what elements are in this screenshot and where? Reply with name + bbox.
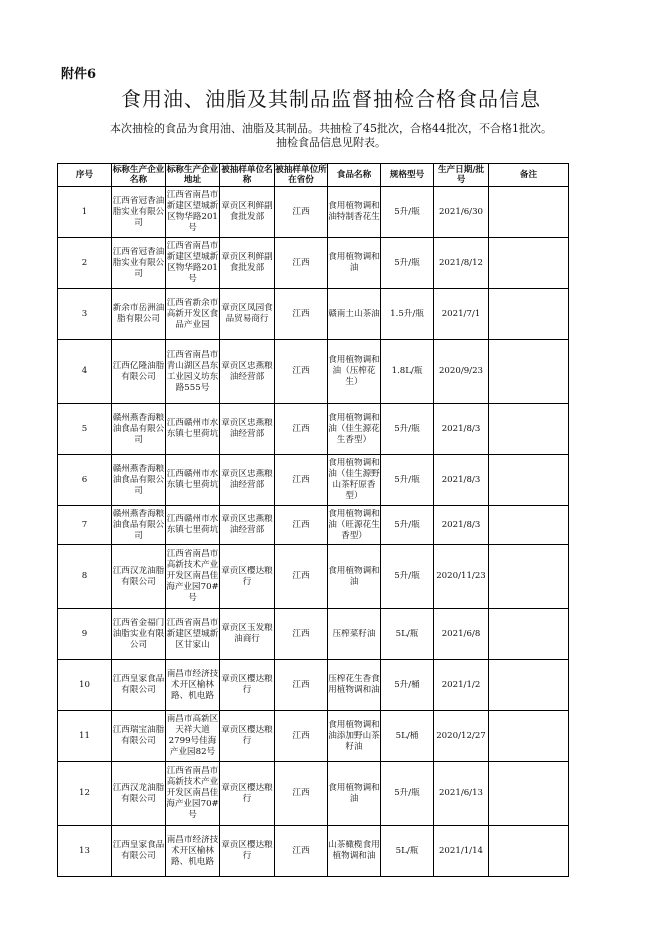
table-cell	[275, 826, 328, 877]
cell-text: 江西	[292, 474, 310, 485]
table-cell	[166, 455, 220, 506]
cell-text: 2020/9/23	[438, 366, 484, 376]
description	[0, 122, 662, 150]
table-cell	[220, 340, 275, 404]
table-cell	[275, 711, 328, 762]
description-line-1: 本次抽检的食品为食用油、油脂及其制品。共抽检了45批次，合格44批次，不合格1批次。	[110, 122, 552, 135]
cell-text: 江西	[292, 206, 310, 217]
cell-text: 章贡区忠燕粮油经营部	[221, 418, 273, 439]
table-cell	[381, 289, 434, 340]
header-cell: 规格型号	[381, 164, 434, 187]
table-cell	[328, 404, 381, 455]
table-cell	[112, 404, 166, 455]
cell-text: 章贡区樱达粮行	[221, 725, 273, 746]
table-row	[58, 506, 569, 545]
table-cell	[220, 545, 275, 609]
cell-text: 食用植物调和油（压榨花生）	[328, 355, 380, 387]
table-cell	[58, 340, 112, 404]
table-row	[58, 238, 569, 289]
table-cell	[275, 340, 328, 404]
table-cell	[220, 187, 275, 238]
table-cell	[220, 826, 275, 877]
table-cell	[489, 609, 569, 660]
table-row	[58, 660, 569, 711]
cell-text: 南昌市经济技术开区榆林路、机电路	[166, 668, 219, 701]
cell-text: 2021/6/13	[438, 788, 484, 798]
cell-text: 新余市岳洲油脂有限公司	[112, 303, 165, 324]
table-cell	[434, 404, 489, 455]
cell-text: 压榨菜籽油	[332, 628, 376, 639]
table-row	[58, 762, 569, 826]
table-cell	[489, 238, 569, 289]
table-cell	[166, 506, 220, 545]
cell-text: 章贡区樱达粮行	[221, 565, 273, 587]
header-cell: 食品名称	[328, 164, 381, 187]
cell-text: 章贡区利鲜副食批发部	[221, 252, 273, 273]
table-cell	[112, 455, 166, 506]
table-cell	[112, 340, 166, 404]
cell-text: 江西赣州市水东镇七里荷坑	[166, 418, 219, 439]
cell-text: 5升/桶	[394, 679, 420, 690]
cell-text: 3	[81, 308, 88, 319]
table-cell	[58, 660, 112, 711]
table-cell	[58, 187, 112, 238]
table-cell	[381, 404, 434, 455]
cell-text: 江西	[292, 519, 310, 530]
header-cell: 标称生产企业地址	[166, 165, 219, 185]
table-cell	[275, 289, 328, 340]
cell-text: 章贡区樱达粮行	[221, 674, 273, 695]
table-cell	[112, 762, 166, 826]
table-cell	[166, 404, 220, 455]
cell-text: 2020/12/27	[436, 730, 486, 741]
table-cell	[489, 289, 569, 340]
cell-text: 赣州燕香海粮油食品有限公司	[112, 412, 165, 445]
table-cell	[275, 545, 328, 609]
cell-text: 2021/8/12	[438, 257, 484, 268]
table-cell	[58, 289, 112, 340]
cell-text: 2021/6/30	[438, 206, 484, 217]
cell-text: 江西	[292, 730, 310, 741]
cell-text: 南昌市经济技术开区榆林路、机电路	[166, 834, 219, 867]
table-cell	[434, 289, 489, 340]
table-cell	[58, 455, 112, 506]
cell-text: 江西	[292, 628, 310, 639]
table-cell	[58, 762, 112, 826]
table-cell	[328, 609, 381, 660]
cell-text: 1.8L/瓶	[391, 366, 423, 376]
cell-text: 江西赣州市水东镇七里荷坑	[166, 469, 219, 490]
table-cell	[275, 404, 328, 455]
table-cell	[220, 711, 275, 762]
table-cell	[434, 711, 489, 762]
table-cell	[434, 826, 489, 877]
header-cell: 标称生产企业名称	[112, 165, 165, 185]
table-cell	[112, 609, 166, 660]
cell-text: 食用植物调和油（旺源花生香型）	[328, 508, 380, 541]
table-cell	[328, 545, 381, 609]
table-cell	[220, 238, 275, 289]
table-cell	[166, 711, 220, 762]
table-row	[58, 455, 569, 506]
table-cell	[328, 762, 381, 826]
cell-text: 赣南土山茶油	[328, 308, 380, 319]
table-cell	[328, 711, 381, 762]
cell-text: 1.5升/瓶	[390, 308, 424, 319]
table-cell	[166, 340, 220, 404]
cell-text: 章贡区樱达粮行	[221, 840, 273, 861]
cell-text: 5升/瓶	[394, 257, 420, 268]
cell-text: 江西汉龙油脂有限公司	[112, 565, 165, 587]
cell-text: 2021/1/2	[441, 679, 481, 690]
description-line-2: 抽检食品信息见附表。	[276, 136, 386, 149]
table-cell	[381, 762, 434, 826]
cell-text: 南昌市高新区天祥大道2799号佳海产业园82号	[166, 714, 219, 757]
table-cell	[275, 609, 328, 660]
cell-text: 5升/瓶	[394, 571, 420, 581]
page-title: 食用油、油脂及其制品监督抽检合格食品信息	[121, 87, 541, 111]
cell-text: 9	[81, 628, 88, 639]
cell-text: 江西	[292, 571, 310, 581]
cell-text: 1	[81, 206, 88, 217]
cell-text: 章贡区玉发粮油商行	[221, 623, 273, 644]
cell-text: 江西瑞宝油脂有限公司	[112, 725, 165, 746]
table-cell	[58, 609, 112, 660]
table-cell	[489, 660, 569, 711]
table-cell	[381, 187, 434, 238]
table-cell	[275, 762, 328, 826]
table-cell	[381, 545, 434, 609]
cell-text: 章贡区凤园食品贸易商行	[221, 303, 273, 324]
cell-text: 章贡区忠燕粮油经营部	[221, 469, 273, 490]
table-cell	[434, 340, 489, 404]
table-cell	[220, 660, 275, 711]
header-cell: 备注	[489, 164, 569, 187]
table-cell	[434, 506, 489, 545]
table-cell	[58, 826, 112, 877]
table-cell	[275, 455, 328, 506]
table-cell	[328, 660, 381, 711]
table-cell	[489, 404, 569, 455]
table-cell	[434, 187, 489, 238]
table-row	[58, 545, 569, 609]
cell-text: 11	[79, 730, 90, 741]
table-cell	[220, 404, 275, 455]
cell-text: 江西省金福门油脂实业有限公司	[112, 617, 165, 650]
cell-text: 山茶橄榄食用植物调和油	[328, 840, 380, 861]
table-cell	[112, 506, 166, 545]
table-cell	[328, 238, 381, 289]
cell-text: 2	[81, 257, 88, 268]
cell-text: 江西省冠香油脂实业有限公司	[112, 195, 165, 228]
table-cell	[220, 506, 275, 545]
cell-text: 7	[81, 519, 88, 530]
table-cell	[489, 711, 569, 762]
table-cell	[434, 762, 489, 826]
cell-text: 赣州燕香海粮油食品有限公司	[112, 508, 165, 541]
table-cell	[58, 506, 112, 545]
cell-text: 2021/1/14	[438, 845, 484, 856]
table-cell	[166, 609, 220, 660]
inspection-table	[57, 163, 569, 877]
cell-text: 江西	[292, 845, 310, 856]
table-cell	[489, 506, 569, 545]
table-cell	[328, 506, 381, 545]
table-cell	[381, 455, 434, 506]
cell-text: 13	[79, 845, 90, 856]
table-row	[58, 340, 569, 404]
table-cell	[220, 762, 275, 826]
table-cell	[112, 545, 166, 609]
table-row	[58, 826, 569, 877]
cell-text: 江西赣州市水东镇七里荷坑	[166, 514, 219, 535]
cell-text: 江西省南昌市新建区望城新区物华路201号	[166, 190, 219, 233]
table-row	[58, 404, 569, 455]
table-cell	[166, 762, 220, 826]
table-row	[58, 187, 569, 238]
table-cell	[381, 826, 434, 877]
table-cell	[328, 187, 381, 238]
attachment-label: 附件6	[61, 67, 97, 82]
cell-text: 12	[79, 788, 90, 798]
table-cell	[112, 826, 166, 877]
header-cell: 被抽样单位所在省份	[275, 165, 327, 185]
cell-text: 江西皇家食品有限公司	[112, 674, 165, 695]
cell-text: 2021/6/8	[441, 628, 481, 639]
cell-text: 2021/8/3	[441, 423, 481, 434]
table-cell	[434, 660, 489, 711]
table-cell	[112, 711, 166, 762]
cell-text: 2020/11/23	[436, 571, 486, 581]
table-header-row	[58, 164, 569, 187]
cell-text: 5升/瓶	[394, 474, 420, 485]
cell-text: 5升/瓶	[394, 423, 420, 434]
cell-text: 江西	[292, 308, 310, 319]
table-cell	[381, 340, 434, 404]
cell-text: 5升/瓶	[394, 788, 420, 798]
table-cell	[275, 187, 328, 238]
table-cell	[58, 711, 112, 762]
table-cell	[112, 289, 166, 340]
cell-text: 江西省新余市高新开发区食品产业园	[166, 297, 219, 330]
table-cell	[434, 545, 489, 609]
table-cell	[328, 826, 381, 877]
cell-text: 江西	[292, 366, 310, 376]
header-cell: 生产日期/批号	[434, 164, 489, 187]
table-cell	[275, 506, 328, 545]
table-cell	[328, 340, 381, 404]
cell-text: 2021/8/3	[441, 474, 481, 485]
table-cell	[381, 609, 434, 660]
table-cell	[220, 455, 275, 506]
cell-text: 5升/瓶	[394, 519, 420, 530]
table-row	[58, 289, 569, 340]
header-cell: 序号	[58, 164, 112, 187]
cell-text: 5升/瓶	[394, 206, 420, 217]
cell-text: 食用植物调和油特制香花生	[328, 201, 380, 222]
table-row	[58, 711, 569, 762]
table-row	[58, 609, 569, 660]
table-cell	[489, 455, 569, 506]
table-cell	[58, 545, 112, 609]
table-cell	[166, 238, 220, 289]
table-cell	[434, 609, 489, 660]
cell-text: 江西省南昌市青山湖区昌东工业园义坊东路555号	[166, 349, 219, 393]
cell-text: 江西省南昌市新建区望城新区物华路201号	[166, 241, 219, 284]
cell-text: 江西省冠香油脂实业有限公司	[112, 246, 165, 279]
table-cell	[275, 660, 328, 711]
table-cell	[381, 660, 434, 711]
table-cell	[328, 289, 381, 340]
cell-text: 江西汉龙油脂有限公司	[112, 782, 165, 804]
table-cell	[381, 506, 434, 545]
table-cell	[58, 404, 112, 455]
cell-text: 江西皇家食品有限公司	[112, 840, 165, 861]
table-cell	[489, 340, 569, 404]
table-cell	[112, 238, 166, 289]
cell-text: 食用植物调和油（佳生源花生香型）	[328, 412, 380, 445]
table-cell	[220, 609, 275, 660]
cell-text: 章贡区利鲜副食批发部	[221, 201, 273, 222]
table-cell	[434, 455, 489, 506]
cell-text: 2021/8/3	[441, 519, 481, 530]
table-cell	[489, 762, 569, 826]
table-cell	[166, 826, 220, 877]
table-cell	[434, 238, 489, 289]
cell-text: 江西省南昌市新建区望城新区甘家山	[166, 617, 219, 650]
cell-text: 赣州燕香海粮油食品有限公司	[112, 463, 165, 496]
cell-text: 5L/桶	[395, 730, 419, 741]
cell-text: 章贡区忠燕粮油经营部	[221, 514, 273, 535]
cell-text: 压榨花生香食用植物调和油	[328, 674, 380, 695]
cell-text: 江西省南昌市高新技术产业开发区南昌佳海产业园70#号	[166, 549, 219, 603]
cell-text: 江西	[292, 257, 310, 268]
cell-text: 2021/7/1	[441, 308, 481, 319]
cell-text: 5L/瓶	[395, 845, 419, 856]
table-cell	[112, 660, 166, 711]
cell-text: 5L/瓶	[395, 628, 419, 639]
cell-text: 江西省南昌市高新技术产业开发区南昌佳海产业园70#号	[166, 766, 219, 820]
cell-text: 江西	[292, 679, 310, 690]
cell-text: 5	[81, 423, 88, 434]
table-cell	[489, 545, 569, 609]
cell-text: 江西	[292, 788, 310, 798]
cell-text: 4	[81, 366, 88, 376]
table-cell	[58, 238, 112, 289]
table-cell	[166, 545, 220, 609]
table-cell	[275, 238, 328, 289]
cell-text: 6	[81, 474, 88, 485]
cell-text: 食用植物调和油	[328, 782, 380, 804]
cell-text: 8	[81, 571, 88, 581]
table-cell	[220, 289, 275, 340]
table-cell	[381, 238, 434, 289]
table-cell	[489, 826, 569, 877]
table-cell	[112, 187, 166, 238]
table-cell	[166, 660, 220, 711]
cell-text: 10	[79, 679, 90, 690]
cell-text: 食用植物调和油	[328, 252, 380, 273]
cell-text: 食用植物调和油（佳生源野山茶籽原香型）	[328, 458, 380, 501]
cell-text: 食用植物调和油添加野山茶籽油	[328, 719, 380, 752]
header-cell: 被抽样单位名称	[221, 165, 273, 185]
table-cell	[328, 455, 381, 506]
cell-text: 章贡区樱达粮行	[221, 782, 273, 804]
table-cell	[166, 187, 220, 238]
table-cell	[166, 289, 220, 340]
table-cell	[489, 187, 569, 238]
cell-text: 章贡区忠燕粮油经营部	[221, 360, 273, 382]
cell-text: 江西亿隆油脂有限公司	[112, 360, 165, 382]
cell-text: 食用植物调和油	[328, 565, 380, 587]
table-cell	[381, 711, 434, 762]
cell-text: 江西	[292, 423, 310, 434]
